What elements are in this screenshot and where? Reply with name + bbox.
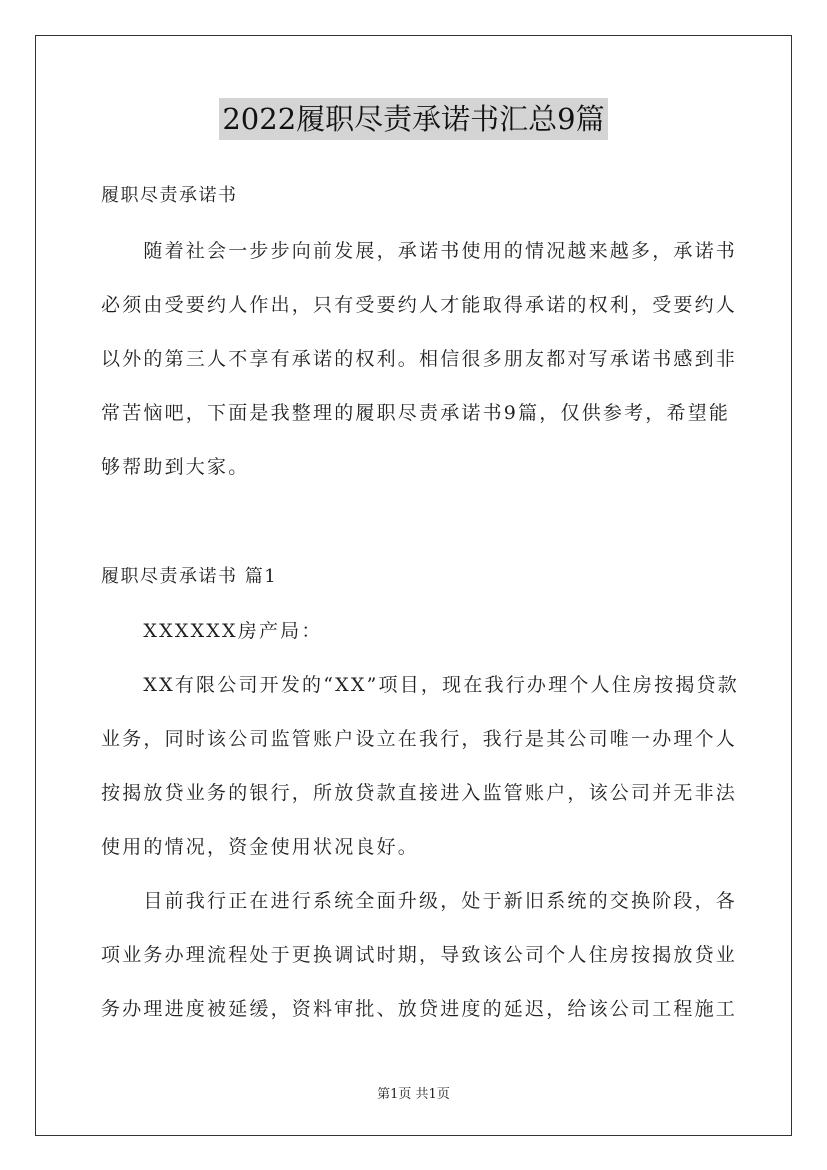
paragraph-line: 业务，同时该公司监管账户设立在我行，我行是其公司唯一办理个人 <box>101 728 738 750</box>
page-number-footer: 第1页 共1页 <box>377 1087 450 1102</box>
paragraph-line: 常苦恼吧，下面是我整理的履职尽责承诺书9篇，仅供参考，希望能 <box>101 402 731 424</box>
title-container <box>0 98 827 140</box>
paragraph-line: 必须由受要约人作出，只有受要约人才能取得承诺的权利，受要约人 <box>101 294 738 316</box>
paragraph-line: 以外的第三人不享有承诺的权利。相信很多朋友都对写承诺书感到非 <box>101 348 738 370</box>
section-heading: 履职尽责承诺书 <box>101 185 238 206</box>
paragraph-line: 项业务办理流程处于更换调试时期，导致该公司个人住房按揭放贷业 <box>101 944 738 966</box>
paragraph-line: 按揭放贷业务的银行，所放贷款直接进入监管账户，该公司并无非法 <box>101 782 738 804</box>
document-title: 2022履职尽责承诺书汇总9篇 <box>219 98 607 140</box>
paragraph-line: 随着社会一步步向前发展，承诺书使用的情况越来越多，承诺书 <box>101 240 738 262</box>
paragraph-line: 目前我行正在进行系统全面升级，处于新旧系统的交换阶段，各 <box>101 890 738 912</box>
paragraph-line: XXXXXX房产局： <box>101 620 323 642</box>
paragraph-line: XX有限公司开发的“XX”项目，现在我行办理个人住房按揭贷款 <box>101 674 739 696</box>
section-heading: 履职尽责承诺书 篇1 <box>101 566 278 587</box>
paragraph-line: 务办理进度被延缓，资料审批、放贷进度的延迟，给该公司工程施工 <box>101 998 738 1020</box>
paragraph-line: 够帮助到大家。 <box>101 456 250 478</box>
paragraph-line: 使用的情况，资金使用状况良好。 <box>101 836 420 858</box>
